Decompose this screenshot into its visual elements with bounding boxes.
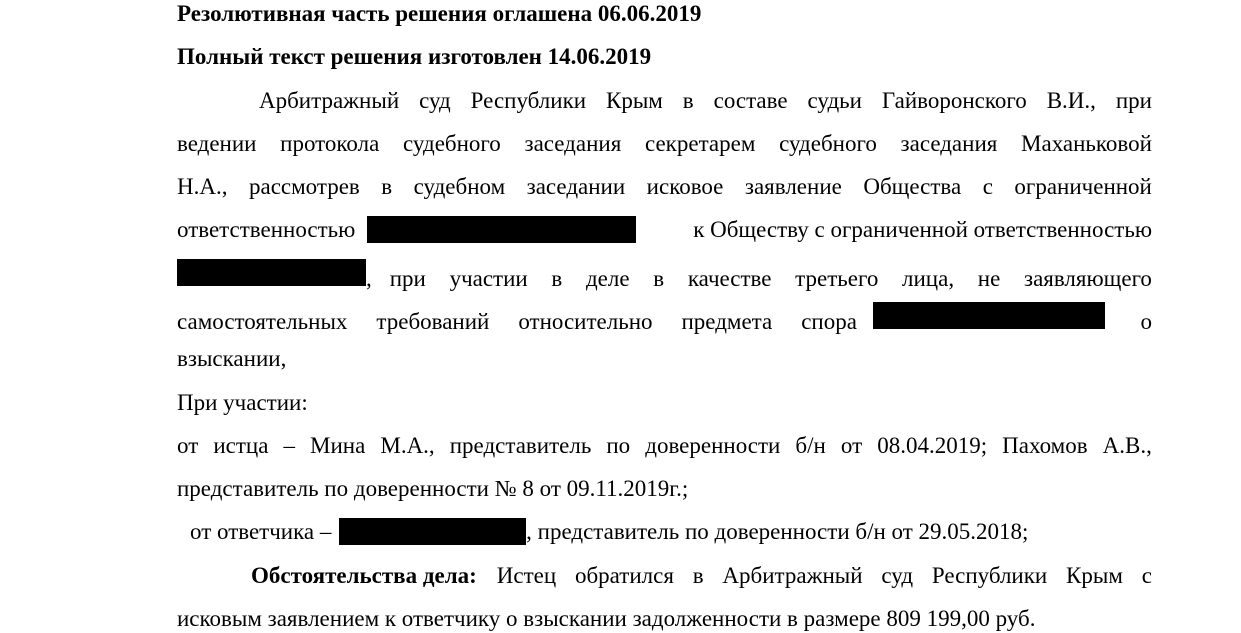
word: деле	[585, 266, 630, 291]
word: Крым	[1066, 563, 1123, 588]
word: судебном	[413, 174, 506, 199]
paragraph-1-line-1	[259, 87, 1152, 115]
word: 08.04.2019;	[877, 433, 988, 458]
word: рассмотрев	[248, 174, 360, 199]
word: в	[653, 266, 665, 291]
word: Республики	[931, 563, 1048, 588]
word: суд	[419, 88, 451, 113]
word: М.А.,	[380, 433, 435, 458]
word: заседания	[900, 131, 998, 156]
word: в	[551, 266, 563, 291]
paragraph-1-line-2	[177, 130, 1152, 158]
word: Общества	[863, 174, 962, 199]
word: представитель	[449, 433, 592, 458]
word: Н.А.,	[177, 174, 228, 199]
word: Крым	[606, 88, 663, 113]
defendant-rest: , представитель по доверенности б/н от 29.05.2018;	[526, 519, 1029, 544]
word: истца	[213, 433, 269, 458]
word: с	[982, 174, 993, 199]
word: В.И.,	[1046, 88, 1096, 113]
full-text-date-line: Полный текст решения изготовлен 14.06.2019	[177, 44, 652, 69]
word: Пахомов	[1002, 433, 1088, 458]
word: Гайворонского	[881, 88, 1027, 113]
word: секретарем	[644, 131, 756, 156]
circumstances-label: Обстоятельства дела:	[251, 563, 477, 588]
word: исковое	[646, 174, 724, 199]
defendant-label: от ответчика –	[190, 519, 332, 544]
paragraph-1-line-7: взыскании,	[177, 346, 287, 371]
line-4-text-a: ответственностью	[177, 217, 356, 242]
word: Маханьковой	[1021, 131, 1152, 156]
redacted-third-party-name	[873, 302, 1105, 329]
word: составе	[713, 88, 788, 113]
circumstances-words	[497, 562, 1152, 590]
word: Мина	[310, 433, 366, 458]
word: заявляющего	[1023, 266, 1152, 291]
word: ограниченной	[1014, 174, 1152, 199]
word: заявление	[744, 174, 842, 199]
word: в	[692, 563, 704, 588]
word: доверенности	[645, 433, 781, 458]
word: обратился	[574, 563, 674, 588]
word: предмета	[681, 309, 773, 334]
word: требований	[376, 309, 490, 334]
word: А.В.,	[1102, 433, 1152, 458]
word: судьи	[807, 88, 862, 113]
paragraph-1-line-5	[177, 259, 1152, 293]
word: заседании	[526, 174, 626, 199]
word: –	[283, 433, 295, 458]
word: самостоятельных	[177, 309, 348, 334]
word: от	[177, 433, 199, 458]
word: Арбитражный	[722, 563, 863, 588]
word: судебного	[779, 131, 877, 156]
document-page	[177, 0, 1152, 631]
paragraph-1-line-3	[177, 173, 1152, 201]
word: участии	[449, 266, 528, 291]
defendant-representative-line	[190, 518, 1028, 546]
word: судебного	[403, 131, 501, 156]
word: не	[977, 266, 1001, 291]
word: протокола	[280, 131, 380, 156]
paragraph-1-line-6	[177, 302, 1152, 336]
word: относительно	[518, 309, 653, 334]
paragraph-1-line-4	[177, 216, 1152, 244]
word: заседания	[524, 131, 622, 156]
word: качестве	[687, 266, 772, 291]
word: при	[389, 266, 426, 291]
word: при	[1115, 88, 1152, 113]
word: суд	[881, 563, 914, 588]
line-5-comma: ,	[366, 266, 372, 291]
plaintiff-representatives-line-1	[177, 432, 1152, 460]
word: по	[606, 433, 631, 458]
word: спора	[801, 309, 857, 334]
announcement-date-line: Резолютивная часть решения оглашена 06.06.2019	[177, 1, 702, 26]
participation-heading: При участии:	[177, 390, 308, 415]
line-6-end: о	[1140, 309, 1152, 334]
word: ведении	[177, 131, 257, 156]
word: от	[840, 433, 863, 458]
redacted-plaintiff-name	[367, 216, 636, 243]
word: б/н	[795, 433, 826, 458]
word: в	[682, 88, 694, 113]
line-5-words	[390, 265, 1152, 293]
word: лица,	[902, 266, 955, 291]
circumstances-line-2: исковым заявлением к ответчику о взыскании задолженности в размере 809 199,00 руб.	[177, 606, 1036, 631]
plaintiff-representatives-line-2: представитель по доверенности № 8 от 09.11.2019г.;	[177, 476, 689, 501]
word: Арбитражный	[259, 88, 400, 113]
circumstances-line-1	[251, 562, 1152, 590]
word: с	[1141, 563, 1152, 588]
word: третьего	[795, 266, 879, 291]
line-4-text-b: к Обществу с ограниченной ответственностью	[693, 217, 1152, 242]
word: Истец	[496, 563, 557, 588]
word: в	[381, 174, 393, 199]
word: Республики	[470, 88, 587, 113]
line-6-words	[177, 308, 857, 336]
redacted-defendant-name	[177, 259, 366, 286]
redacted-defendant-representative	[339, 518, 526, 545]
